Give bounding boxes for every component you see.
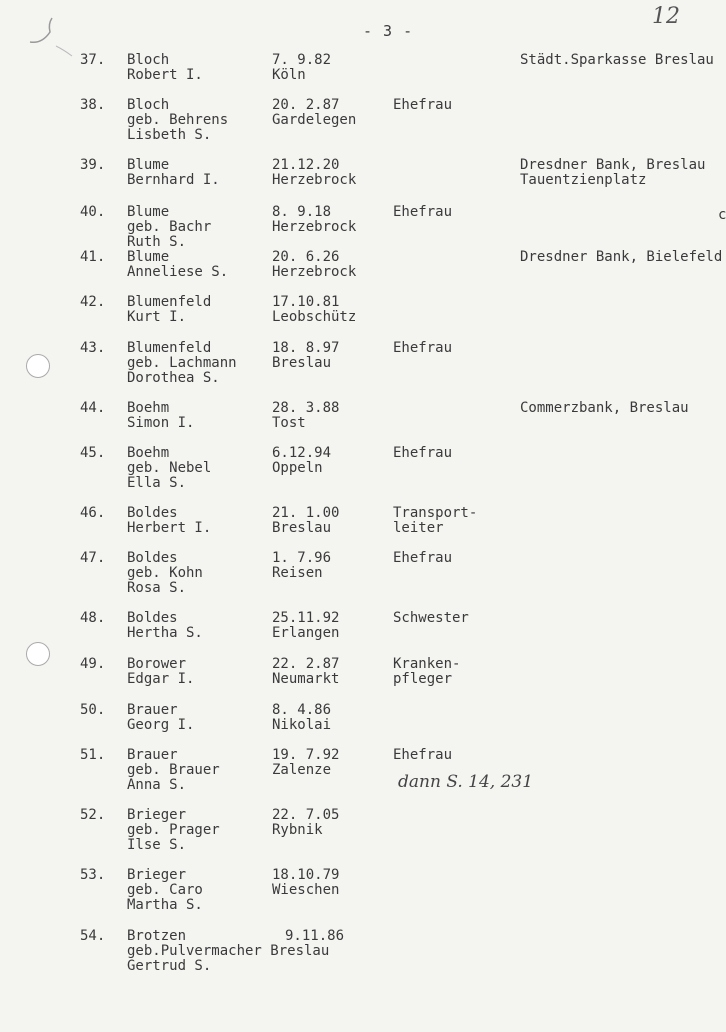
person-name-line: Blumenfeld xyxy=(127,294,212,310)
person-name-line: Edgar I. xyxy=(127,671,195,687)
person-name-line: Anna S. xyxy=(127,777,187,793)
entry-number: 44. xyxy=(80,400,106,416)
birth-data-line: Neumarkt xyxy=(272,671,340,687)
birth-data-line: Oppeln xyxy=(272,460,323,476)
person-name xyxy=(127,657,194,687)
relation-role-line: Ehefrau xyxy=(393,97,453,113)
birth-data-line: Rybnik xyxy=(272,822,323,838)
relation-role-line: Kranken- xyxy=(393,656,461,672)
birth-data-line: Herzebrock xyxy=(272,172,357,188)
person-name-line: geb. Nebel xyxy=(127,460,212,476)
birth-data-line: 20. 6.26 xyxy=(272,249,340,265)
entry-number: 39. xyxy=(80,157,106,173)
relation-role xyxy=(393,748,452,763)
birth-data-line: 8. 9.18 xyxy=(272,204,332,220)
person-name-line: Kurt I. xyxy=(127,309,187,325)
birth-data-line: Wieschen xyxy=(272,882,340,898)
bank-info-line: Dresdner Bank, Breslau xyxy=(520,157,706,173)
person-name xyxy=(127,808,220,853)
person-name-line: Bernhard I. xyxy=(127,172,220,188)
birth-data-line: 20. 2.87 xyxy=(272,97,340,113)
birth-data-line: Herzebrock xyxy=(272,219,357,235)
person-name-line: Simon I. xyxy=(127,415,195,431)
person-name-line: Ilse S. xyxy=(127,837,187,853)
person-name-line: Brotzen xyxy=(127,928,187,944)
punch-hole xyxy=(26,642,50,666)
birth-data xyxy=(272,611,339,641)
person-name-line: Bloch xyxy=(127,52,170,68)
person-name xyxy=(127,205,211,250)
bank-info-line: Städt.Sparkasse Breslau xyxy=(520,52,714,68)
person-name-line: geb. Bachr xyxy=(127,219,212,235)
person-name-line: Georg I. xyxy=(127,717,195,733)
birth-data-line: Gardelegen xyxy=(272,112,357,128)
bank-info xyxy=(520,158,705,188)
person-name-line: geb. Behrens xyxy=(127,112,229,128)
birth-data xyxy=(272,250,356,280)
person-name xyxy=(127,295,211,325)
birth-data xyxy=(272,295,356,325)
person-name-line: geb. Caro xyxy=(127,882,203,898)
bank-info-line: Tauentzienplatz xyxy=(520,172,647,188)
person-name-line: Boldes xyxy=(127,505,178,521)
birth-data-line: 21. 1.00 xyxy=(272,505,340,521)
person-name-line: geb. Kohn xyxy=(127,565,203,581)
birth-data-line: 18.10.79 xyxy=(272,867,340,883)
birth-data-line: 8. 4.86 xyxy=(272,702,332,718)
entry-number: 50. xyxy=(80,702,106,718)
birth-data-line: 1. 7.96 xyxy=(272,550,332,566)
punch-hole xyxy=(26,354,50,378)
birth-data-line: 18. 8.97 xyxy=(272,340,340,356)
relation-role xyxy=(393,657,460,687)
person-name-line: Blume xyxy=(127,157,170,173)
person-name xyxy=(127,446,211,491)
birth-data xyxy=(272,401,339,431)
birth-data xyxy=(272,98,356,128)
person-name-line: Gertrud S. xyxy=(127,958,212,974)
person-name-line: Boldes xyxy=(127,610,178,626)
entry-number: 48. xyxy=(80,610,106,626)
birth-data-line: Breslau xyxy=(272,520,332,536)
relation-role-line: pfleger xyxy=(393,671,453,687)
person-name xyxy=(127,341,237,386)
person-name-line: Bloch xyxy=(127,97,170,113)
person-name xyxy=(127,551,203,596)
birth-data-line: 9.11.86 xyxy=(285,928,345,944)
person-name-line: Lisbeth S. xyxy=(127,127,212,143)
birth-data-line: 21.12.20 xyxy=(272,157,340,173)
bank-info xyxy=(520,250,722,265)
person-name-line: geb.Pulvermacher Breslau xyxy=(127,943,330,959)
person-name-line: Brieger xyxy=(127,867,187,883)
person-name xyxy=(127,53,203,83)
birth-data-line: Reisen xyxy=(272,565,323,581)
relation-role xyxy=(393,446,452,461)
entry-number: 40. xyxy=(80,204,106,220)
birth-data xyxy=(272,703,331,733)
birth-data-line: Erlangen xyxy=(272,625,340,641)
person-name xyxy=(127,703,194,733)
birth-data-line: Breslau xyxy=(272,355,332,371)
birth-data-line: 6.12.94 xyxy=(272,445,332,461)
birth-data xyxy=(272,341,339,371)
birth-data-line: Zalenze xyxy=(272,762,332,778)
person-name-line: Ruth S. xyxy=(127,234,187,250)
person-name-line: geb. Lachmann xyxy=(127,355,237,371)
birth-data-line: 25.11.92 xyxy=(272,610,340,626)
page-number: - 3 - xyxy=(363,22,414,40)
person-name-line: Dorothea S. xyxy=(127,370,220,386)
entry-number: 47. xyxy=(80,550,106,566)
birth-data xyxy=(272,158,356,188)
person-name xyxy=(127,401,194,431)
entry-number: 41. xyxy=(80,249,106,265)
relation-role xyxy=(393,551,452,566)
person-name-line: Boehm xyxy=(127,400,170,416)
birth-data xyxy=(272,551,331,581)
person-name-line: Blume xyxy=(127,249,170,265)
relation-role-line: Ehefrau xyxy=(393,340,453,356)
birth-data-line: 22. 7.05 xyxy=(272,807,340,823)
person-name-line: geb. Prager xyxy=(127,822,220,838)
torn-corner-mark-icon xyxy=(28,14,73,54)
bank-info xyxy=(520,53,714,68)
birth-data xyxy=(272,506,339,536)
birth-data xyxy=(272,808,339,838)
birth-data xyxy=(272,657,339,687)
relation-role-line: Transport- xyxy=(393,505,478,521)
entry-number: 46. xyxy=(80,505,106,521)
person-name xyxy=(127,250,228,280)
entry-number: 37. xyxy=(80,52,106,68)
relation-role-line: Ehefrau xyxy=(393,445,453,461)
person-name xyxy=(127,748,220,793)
person-name-line: Herbert I. xyxy=(127,520,212,536)
birth-data xyxy=(285,929,344,944)
birth-data-line: Köln xyxy=(272,67,306,83)
entry-number: 43. xyxy=(80,340,106,356)
birth-data-line: 19. 7.92 xyxy=(272,747,340,763)
person-name xyxy=(127,611,203,641)
relation-role xyxy=(393,341,452,356)
birth-data xyxy=(272,748,339,778)
birth-data xyxy=(272,205,356,235)
relation-role-line: Schwester xyxy=(393,610,469,626)
person-name xyxy=(127,868,203,913)
relation-role xyxy=(393,98,452,113)
relation-role xyxy=(393,506,477,536)
person-name-line: Blumenfeld xyxy=(127,340,212,356)
entry-number: 45. xyxy=(80,445,106,461)
relation-role xyxy=(393,205,452,220)
person-name-line: Blume xyxy=(127,204,170,220)
birth-data-line: 7. 9.82 xyxy=(272,52,332,68)
person-name-line: geb. Brauer xyxy=(127,762,220,778)
person-name-line: Brauer xyxy=(127,702,178,718)
bank-info-line: Dresdner Bank, Bielefeld xyxy=(520,249,723,265)
birth-data-line: Tost xyxy=(272,415,306,431)
bank-info xyxy=(520,401,689,416)
person-name xyxy=(127,506,211,536)
person-name-line: Anneliese S. xyxy=(127,264,229,280)
person-name-line: Brieger xyxy=(127,807,187,823)
entry-number: 54. xyxy=(80,928,106,944)
person-name-line: Borower xyxy=(127,656,187,672)
birth-data-line: 22. 2.87 xyxy=(272,656,340,672)
birth-data xyxy=(272,446,331,476)
relation-role-line: Ehefrau xyxy=(393,747,453,763)
relation-role-line: Ehefrau xyxy=(393,204,453,220)
bank-info-line: Commerzbank, Breslau xyxy=(520,400,689,416)
entry-number: 49. xyxy=(80,656,106,672)
person-name xyxy=(127,98,228,143)
person-name-line: Hertha S. xyxy=(127,625,203,641)
entry-number: 52. xyxy=(80,807,106,823)
person-name-line: Rosa S. xyxy=(127,580,187,596)
entry-number: 53. xyxy=(80,867,106,883)
person-name-line: Ella S. xyxy=(127,475,187,491)
birth-data-line: Herzebrock xyxy=(272,264,357,280)
person-name xyxy=(127,158,220,188)
handwritten-page-number: 12 xyxy=(652,4,680,29)
handwritten-note: dann S. 14, 231 xyxy=(398,772,534,792)
entry-number: 42. xyxy=(80,294,106,310)
birth-data xyxy=(272,53,331,83)
birth-data-line: Nikolai xyxy=(272,717,332,733)
person-name-line: Brauer xyxy=(127,747,178,763)
person-name-line: Martha S. xyxy=(127,897,203,913)
birth-data-line: Leobschütz xyxy=(272,309,357,325)
person-name-line: Boldes xyxy=(127,550,178,566)
birth-data xyxy=(272,868,339,898)
relation-role-line: leiter xyxy=(393,520,444,536)
relation-role-line: Ehefrau xyxy=(393,550,453,566)
entry-number: 51. xyxy=(80,747,106,763)
birth-data-line: 28. 3.88 xyxy=(272,400,340,416)
person-name-line: Boehm xyxy=(127,445,170,461)
entry-number: 38. xyxy=(80,97,106,113)
relation-role xyxy=(393,611,469,626)
birth-data-line: 17.10.81 xyxy=(272,294,340,310)
person-name-line: Robert I. xyxy=(127,67,203,83)
edge-mark: c xyxy=(718,207,726,223)
